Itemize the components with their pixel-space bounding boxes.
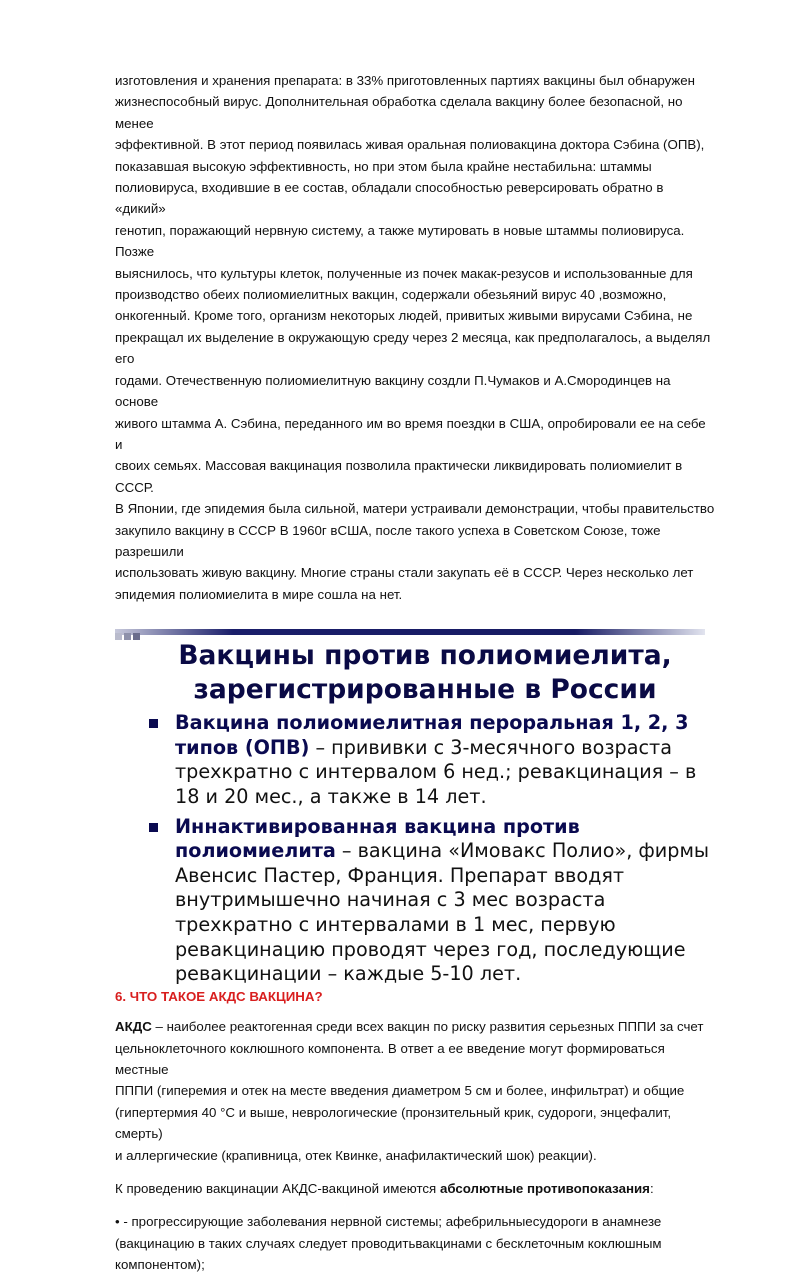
slide-item-text: – вакцина «Имовакс Полио», фирмы Авенсис Пастер, Франция. <box>175 839 710 887</box>
slide-title-line: зарегистрированные в России <box>193 674 657 706</box>
text-line: и аллергические (крапивница, отек Квинке, анафилактический шок) реакции). <box>115 1147 597 1163</box>
text-line: использовать живую вакцину. Многие страны стали закупать её в СССР. Через несколько лет <box>115 565 694 581</box>
text-line: живого штамма А. Сэбина, переданного им во время поездки в США, опробировали ее на себе и <box>115 415 706 452</box>
text-line: изготовления и хранения препарата: в 33% приготовленных партиях вакцины был обнаружен <box>115 73 696 88</box>
slide-decor-square <box>133 633 140 640</box>
slide-header-bar <box>115 629 705 635</box>
text-line: жизнеспособный вирус. Дополнительная обработка сделала вакцину более безопасной, но менее <box>115 94 683 131</box>
text-span: К проведению вакцинации АКДС-вакциной имеются <box>115 1181 440 1196</box>
text-line: эпидемия полиомиелита в мире сошла на нет. <box>115 586 403 602</box>
akds-paragraph <box>115 1016 715 1166</box>
slide-decor-square <box>115 633 122 640</box>
text-line: онкогенный. Кроме того, организм некоторых людей, привитых живыми вирусами Сэбина, не <box>115 308 693 324</box>
slide-title <box>145 639 705 707</box>
text-line: производство обеих полиомиелитных вакцин, содержали обезьяний вирус 40 ,возможно, <box>115 287 667 303</box>
text-line: показавшая высокую эффективность, но при этом была крайне нестабильна: штаммы <box>115 158 652 174</box>
text-line: своих семьях. Массовая вакцинация позволила практически ликвидировать полиомиелит в СССР. <box>115 458 683 495</box>
slide-item-text: Препарат вводят внутримышечно начиная с 3 мес возраста трехкратно с интервалами в 1 мес, первую ревакцинацию проводят через год, последующие ревакцинации – каждые 5-10 лет. <box>175 863 686 986</box>
square-bullet-icon <box>149 823 158 832</box>
contra-term: абсолютные противопоказания <box>439 1181 650 1196</box>
text-line: • - прогрессирующие заболевания нервной системы; афебрильныесудороги в анамнезе <box>115 1214 662 1230</box>
text-line: закупило вакцину в СССР В 1960г вСША, после такого успеха в Советском Союзе, тоже разрешили <box>115 522 661 559</box>
slide-item-bold: Вакцина полиомиелитная пероральная 1, 2, 3 типов (ОПВ) <box>175 711 689 759</box>
text-line: (вакцинацию в таких случаях следует проводитьвакцинами с бесклеточным коклюшным <box>115 1235 662 1251</box>
text-line: генотип, поражающий нервную систему, а также мутировать в новые штаммы полиовируса. Позже <box>115 222 685 260</box>
akds-term: АКДС <box>115 1019 152 1035</box>
section-heading: 6. ЧТО ТАКОЕ АКДС ВАКЦИНА? <box>115 989 323 1005</box>
contraindication-bullet <box>115 1211 715 1275</box>
slide-item-text: – прививки с 3-месячного возраста трехкратно с интервалом 6 нед.; ревакцинация – в 18 и 20 мес., а также в 14 лет. <box>175 735 697 808</box>
slide-list-item <box>149 815 719 987</box>
text-span: – наиболее реактогенная среди всех вакцин по риску развития серьезных ПППИ за счет <box>151 1019 704 1035</box>
text-line: прекращал их выделение в окружающую среду через 2 месяца, как предполагалось, а выделял его <box>115 329 711 367</box>
text-line <box>115 1016 715 1037</box>
slide-item-bold: Иннактивированная вакцина против полиомиелита <box>175 814 580 863</box>
text-line: выяснилось, что культуры клеток, полученные из почек макак-резусов и использованные для <box>115 265 693 281</box>
slide-list <box>149 711 719 992</box>
vaccine-slide-image <box>115 621 715 986</box>
text-span: : <box>649 1181 654 1196</box>
text-line: ПППИ (гиперемия и отек на месте введения диаметром 5 см и более, инфильтрат) и общие <box>115 1083 685 1099</box>
text-line: В Японии, где эпидемия была сильной, матери устраивали демонстрации, чтобы правительство <box>115 501 715 517</box>
contraindications-intro <box>115 1178 715 1199</box>
text-line: полиовируса, входившие в ее состав, обладали способностью реверсировать обратно в «дикий» <box>115 180 664 217</box>
text-line: эффективной. В этот период появилась живая оральная полиовакцина доктора Сэбина (ОПВ), <box>115 137 705 153</box>
slide-decor-square <box>124 633 131 640</box>
slide-list-item <box>149 711 719 809</box>
text-line: (гипертермия 40 °С и выше, неврологические (пронзительный крик, судороги, энцефалит, смерть) <box>115 1104 672 1142</box>
document-page <box>115 70 715 1276</box>
text-line: компонентом); <box>115 1257 205 1273</box>
text-line: годами. Отечественную полиомиелитную вакцину создли П.Чумаков и А.Смородинцев на основе <box>115 372 671 410</box>
intro-paragraph <box>115 70 715 605</box>
slide-title-line: Вакцины против полиомиелита, <box>178 640 672 672</box>
text-line: цельноклеточного коклюшного компонента. В ответ а ее введение могут формироваться местные <box>115 1040 665 1077</box>
square-bullet-icon <box>149 719 158 728</box>
text-line <box>115 1178 715 1199</box>
